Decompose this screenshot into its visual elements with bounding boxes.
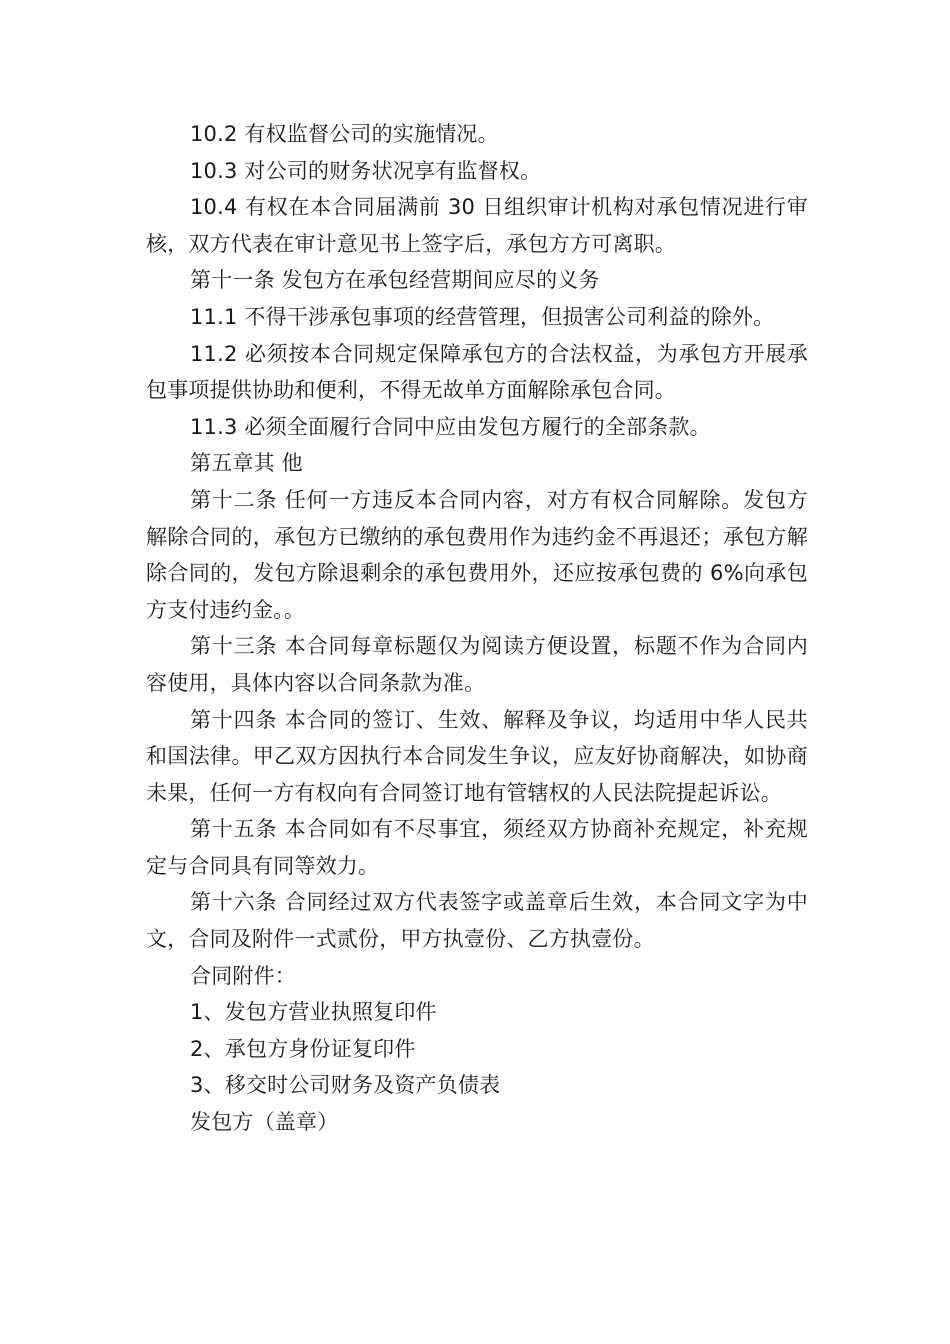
attachments-heading: 合同附件： [190, 963, 296, 988]
article-11-heading: 第十一条 发包方在承包经营期间应尽的义务 [190, 268, 600, 293]
clause-11-2: 11.2 必须按本合同规定保障承包方的合法权益，为承包方开展承包事项提供协助和便利，不得无故单方面解除承包合同。 [146, 341, 808, 403]
article-15: 第十五条 本合同如有不尽事宜，须经双方协商补充规定，补充规定与合同具有同等效力。 [146, 817, 808, 878]
clause-11-3: 11.3 必须全面履行合同中应由发包方履行的全部条款。 [190, 414, 711, 439]
clause-11-1: 11.1 不得干涉承包事项的经营管理，但损害公司利益的除外。 [190, 304, 775, 329]
clause-10-2: 10.2 有权监督公司的实施情况。 [190, 122, 499, 146]
article-14: 第十四条 本合同的签订、生效、解释及争议，均适用中华人民共和国法律。甲乙双方因执行本合同发生争议，应友好协商解决，如协商未果，任何一方有权向有合同签订地有管辖权的人民法院提起诉讼。 [146, 707, 808, 805]
chapter-5-heading: 第五章其 他 [190, 451, 303, 476]
article-16: 第十六条 合同经过双方代表签字或盖章后生效，本合同文字为中文，合同及附件一式贰份，甲方执壹份、乙方执壹份。 [146, 890, 808, 952]
document-body [146, 116, 808, 1141]
attachment-item-2: 2、承包方身份证复印件 [190, 1036, 416, 1061]
article-13: 第十三条 本合同每章标题仅为阅读方便设置，标题不作为合同内容使用，具体内容以合同条款为准。 [146, 634, 808, 695]
attachment-item-3: 3、移交时公司财务及资产负债表 [190, 1073, 501, 1098]
attachment-item-1: 1、发包方营业执照复印件 [190, 1000, 437, 1025]
clause-10-3: 10.3 对公司的财务状况享有监督权。 [190, 158, 542, 183]
article-12: 第十二条 任何一方违反本合同内容，对方有权合同解除。发包方解除合同的，承包方已缴纳的承包费用作为违约金不再退还；承包方解除合同的，发包方除退剩余的承包费用外，还应按承包费的 6%向承包方支付违约金。。 [146, 487, 808, 622]
signature-line-contractor: 发包方（盖章） [190, 1110, 339, 1135]
clause-10-4: 10.4 有权在本合同届满前 30 日组织审计机构对承包情况进行审核，双方代表在审计意见书上签字后，承包方方可离职。 [146, 195, 808, 256]
